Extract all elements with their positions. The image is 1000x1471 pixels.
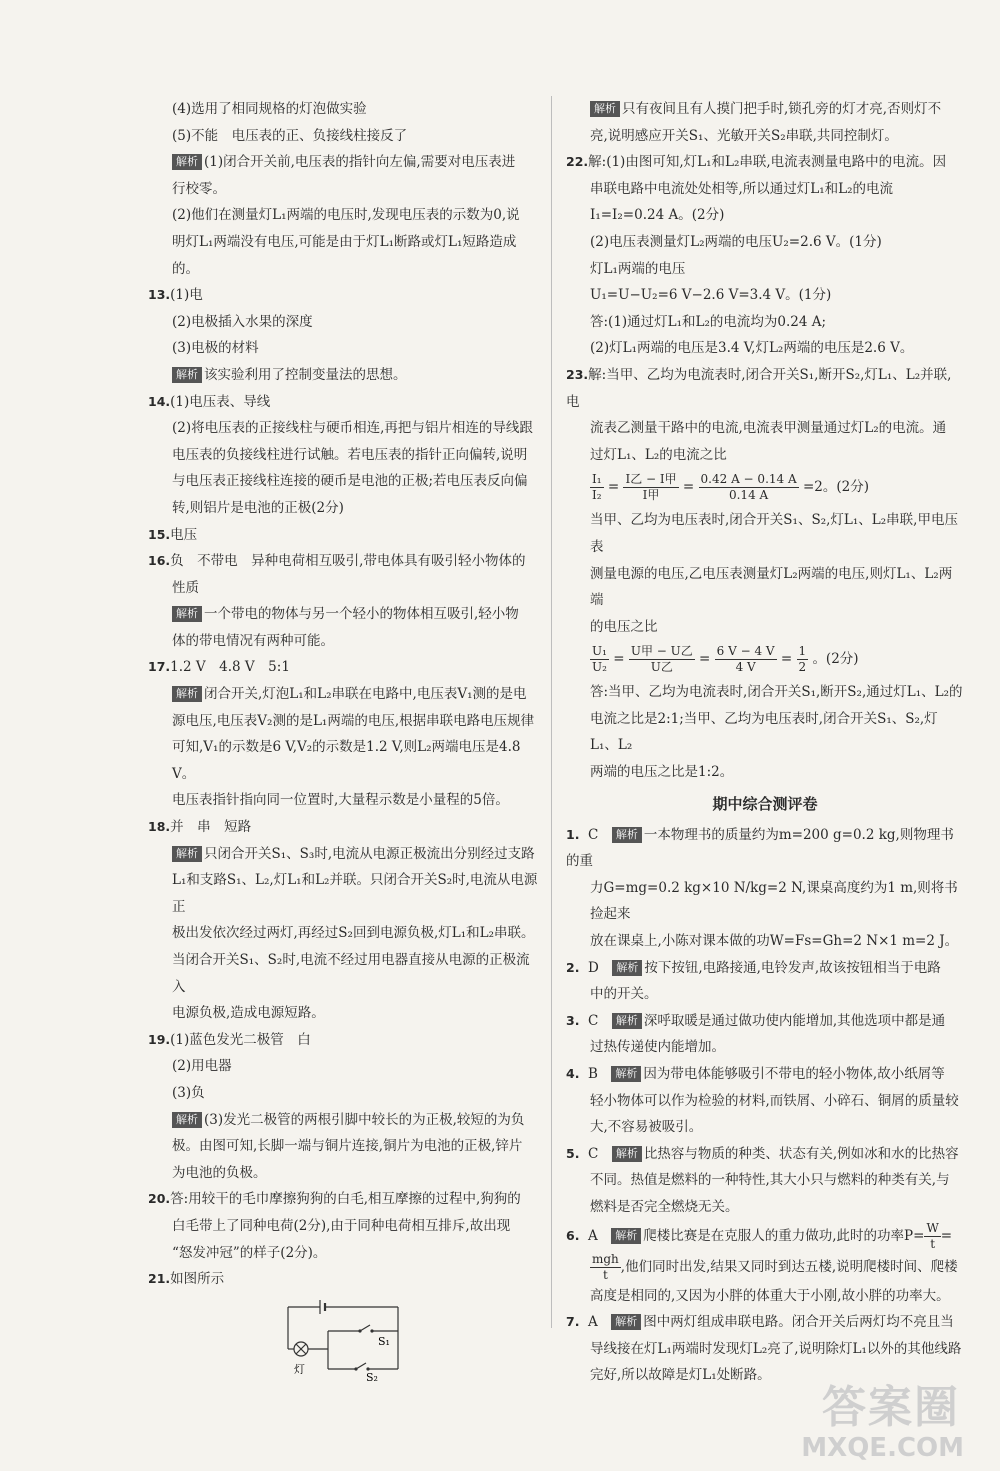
question-19: 19.(1)蓝色发光二极管 白 bbox=[148, 1031, 311, 1048]
text-line: (2)用电器 bbox=[172, 1058, 232, 1075]
text-line: 当闭合开关S₁、S₂时,电流不经过用电器直接从电源的正极流入 bbox=[172, 952, 530, 995]
analysis-tag: 解析 bbox=[172, 686, 202, 702]
text-line: $\frac{\text{mgh}}{t}$ ,他们同时出发,结果又同时到达五楼,说明爬楼时间、爬楼 bbox=[592, 1251, 958, 1282]
watermark-url: MXQE.COM bbox=[801, 1433, 964, 1463]
question-15: 15.电压 bbox=[148, 526, 198, 543]
text-line: 灯L₁两端的电压 bbox=[590, 260, 686, 277]
analysis-line: 解析 (3)发光二极管的两根引脚中较长的为正极,较短的为负 bbox=[148, 1107, 543, 1134]
analysis-line: 解析 该实验利用了控制变量法的思想。 bbox=[148, 362, 543, 389]
text-line: 极。由图可知,长脚一端与铜片连接,铜片为电池的正极,锌片 bbox=[172, 1138, 523, 1155]
text-line: 为电池的负极。 bbox=[172, 1164, 267, 1181]
text-line: 性质 bbox=[172, 579, 199, 596]
voltage-ratio-formula: $\frac{\text{U₁}}{\text{U₂}}$ = $\frac{\text{U甲 − U乙}}{\text{U乙}}$ = $\frac{6 V - 4 V}{4 V}$ = $\frac{1}{2}$ 。(2分) bbox=[592, 644, 859, 675]
analysis-tag: 解析 bbox=[612, 1013, 642, 1029]
watermark-logo: 答案圈 bbox=[822, 1382, 960, 1433]
text-line: “怒发冲冠”的样子(2分)。 bbox=[172, 1244, 327, 1261]
mc-question-6: 6. A 解析 爬楼比赛是在克服人的重力做功,此时的功率P= $\frac{W}{t}$ = bbox=[566, 1220, 953, 1251]
text-line: 体的带电情况有两种可能。 bbox=[172, 632, 334, 649]
question-13: 13.(1)电 bbox=[148, 287, 203, 304]
text-line: 过灯L₁、L₂的电流之比 bbox=[590, 446, 727, 463]
analysis-tag: 解析 bbox=[612, 827, 642, 843]
text-line: 转,则铝片是电池的正极(2分) bbox=[172, 499, 344, 516]
text-line: 力G=mg=0.2 kg×10 N/kg=2 N,课桌高度约为1 m,则将书捡起来 bbox=[590, 879, 958, 923]
switch-s2-label: S₂ bbox=[366, 1370, 378, 1381]
question-21: 21.如图所示 bbox=[148, 1271, 225, 1288]
analysis-tag: 解析 bbox=[611, 1314, 641, 1330]
analysis-line: 解析 只有夜间且有人摸门把手时,锁孔旁的灯才亮,否则灯不 bbox=[566, 96, 964, 123]
text-line: (5)不能 电压表的正、负接线柱接反了 bbox=[172, 127, 408, 144]
switch-contact bbox=[370, 1329, 373, 1332]
text-line: 燃料是否完全燃烧无关。 bbox=[590, 1198, 739, 1215]
text-line: 极出发依次经过两灯,再经过S₂回到电源负极,灯L₁和L₂串联。 bbox=[172, 925, 535, 942]
text-line: 电源负极,造成电源短路。 bbox=[172, 1005, 325, 1022]
text-line: 大,不容易被吸引。 bbox=[590, 1119, 703, 1136]
analysis-tag: 解析 bbox=[172, 846, 202, 862]
text-line: (2)灯L₁两端的电压是3.4 V,灯L₂两端的电压是2.6 V。 bbox=[590, 340, 914, 357]
analysis-tag: 解析 bbox=[590, 101, 620, 117]
text-line: 可知,V₁的示数是6 V,V₂的示数是1.2 V,则L₂两端电压是4.8 V。 bbox=[172, 739, 521, 782]
text-line: U₁=U−U₂=6 V−2.6 V=3.4 V。(1分) bbox=[590, 287, 832, 304]
text-line: 当甲、乙均为电压表时,闭合开关S₁、S₂,灯L₁、L₂串联,甲电压表 bbox=[590, 512, 958, 555]
text-line: 答:(1)通过灯L₁和L₂的电流均为0.24 A; bbox=[590, 313, 827, 330]
question-23: 23.解:当甲、乙均为电流表时,闭合开关S₁,断开S₂,灯L₁、L₂并联,电 bbox=[566, 366, 952, 410]
text-line: 测量电源的电压,乙电压表测量灯L₂两端的电压,则灯L₁、L₂两端 bbox=[590, 565, 953, 609]
current-ratio-formula: $\frac{\text{I₁}}{\text{I₂}}$ = $\frac{\text{I乙 − I甲}}{\text{I甲}}$ = $\frac{0.42 A - 0.14 A}{0.14 A}$ =2。(2分) bbox=[592, 472, 869, 503]
text-line: 高度是相同的,又因为小胖的体重大于小刚,故小胖的功率大。 bbox=[590, 1287, 950, 1304]
mc-question-1: 1. C 解析 一本物理书的质量约为m=200 g=0.2 kg,则物理书的重 bbox=[566, 826, 954, 870]
text-line: 流表乙测量干路中的电流,电流表甲测量通过灯L₂的电流。通 bbox=[590, 420, 947, 437]
mc-question-4: 4. B 解析 因为带电体能够吸引不带电的轻小物体,故小纸屑等 bbox=[566, 1066, 945, 1082]
analysis-tag: 解析 bbox=[611, 1066, 641, 1082]
analysis-line: 解析 一个带电的物体与另一个轻小的物体相互吸引,轻小物 bbox=[148, 601, 543, 628]
text-line: L₁和支路S₁、L₂,灯L₁和L₂并联。只闭合开关S₂时,电流从电源正 bbox=[172, 872, 538, 915]
text-line: 答:当甲、乙均为电流表时,闭合开关S₁,断开S₂,通过灯L₁、L₂的 bbox=[590, 684, 963, 701]
mc-question-3: 3. C 解析 深呼取暖是通过做功使内能增加,其他选项中都是通 bbox=[566, 1012, 946, 1029]
switch-s1-label: S₁ bbox=[378, 1334, 390, 1348]
text-line: 电压表的负接线柱进行试触。若电压表的指针正向偏转,说明 bbox=[172, 446, 528, 463]
text-line: 电压表指针指向同一位置时,大量程示数是小量程的5倍。 bbox=[172, 792, 509, 809]
question-14: 14.(1)电压表、导线 bbox=[148, 393, 271, 410]
question-20: 20.答:用较干的毛巾摩擦狗狗的白毛,相互摩擦的过程中,狗狗的 bbox=[148, 1191, 521, 1208]
text-line: 中的开关。 bbox=[590, 986, 658, 1003]
analysis-tag: 解析 bbox=[172, 606, 202, 622]
analysis-tag: 解析 bbox=[612, 1146, 642, 1162]
text-line: I₁=I₂=0.24 A。(2分) bbox=[590, 207, 725, 224]
question-16: 16.负 不带电 异种电荷相互吸引,带电体具有吸引轻小物体的 bbox=[148, 553, 526, 570]
text-line: 不同。热值是燃料的一种特性,其大小只与燃料的种类有关,与 bbox=[590, 1172, 950, 1189]
text-line: 明灯L₁两端没有电压,可能是由于灯L₁断路或灯L₁短路造成的。 bbox=[172, 233, 517, 277]
text-line: 亮,说明感应开关S₁、光敏开关S₂串联,共同控制灯。 bbox=[590, 127, 898, 144]
analysis-tag: 解析 bbox=[172, 154, 202, 170]
circuit-diagram bbox=[268, 1297, 418, 1381]
text-line: (3)电极的材料 bbox=[172, 340, 259, 357]
text-line: 白毛带上了同种电荷(2分),由于同种电荷相互排斥,故出现 bbox=[172, 1217, 511, 1234]
text-line: 串联电路中电流处处相等,所以通过灯L₁和L₂的电流 bbox=[590, 180, 894, 197]
text-line: 放在课桌上,小陈对课本做的功W=Fs=Gh=2 N×1 m=2 J。 bbox=[590, 933, 959, 950]
text-line: (2)电极插入水果的深度 bbox=[172, 313, 313, 330]
text-line: 与电压表正接线柱连接的硬币是电池的正极;若电压表反向偏 bbox=[172, 473, 528, 490]
mc-question-2: 2. D 解析 按下按钮,电路接通,电铃发声,故该按钮相当于电路 bbox=[566, 959, 941, 976]
question-18: 18.并 串 短路 bbox=[148, 819, 252, 836]
mc-question-7: 7. A 解析 图中两灯组成串联电路。闭合开关后两灯均不亮且当 bbox=[566, 1314, 954, 1331]
left-column bbox=[148, 96, 543, 1385]
section-title: 期中综合测评卷 bbox=[712, 794, 818, 813]
text-line: 导线接在灯L₁两端时发现灯L₂亮了,说明除灯L₁以外的其他线路 bbox=[590, 1340, 962, 1357]
question-17: 17.1.2 V 4.8 V 5:1 bbox=[148, 659, 290, 676]
column-divider bbox=[551, 96, 552, 1328]
analysis-line: 解析 只闭合开关S₁、S₃时,电流从电源正极流出分别经过支路 bbox=[148, 841, 543, 868]
mc-question-5: 5. C 解析 比热容与物质的种类、状态有关,例如冰和水的比热容 bbox=[566, 1145, 959, 1162]
analysis-line: 解析 (1)闭合开关前,电压表的指针向左偏,需要对电压表进 bbox=[148, 149, 543, 176]
switch-contact bbox=[358, 1329, 361, 1332]
text-line: 源电压,电压表V₂测的是L₁两端的电压,根据串联电路电压规律 bbox=[172, 712, 535, 729]
right-column bbox=[566, 96, 964, 1389]
text-line: (2)他们在测量灯L₁两端的电压时,发现电压表的示数为0,说 bbox=[172, 207, 520, 224]
text-line: 行校零。 bbox=[172, 180, 226, 197]
text-line: (2)将电压表的正接线柱与硬币相连,再把与铝片相连的导线跟 bbox=[172, 420, 533, 437]
text-line: (3)负 bbox=[172, 1084, 205, 1101]
text-line: 的电压之比 bbox=[590, 618, 658, 635]
text-line: 轻小物体可以作为检验的材料,而铁屑、小碎石、铜屑的质量较 bbox=[590, 1092, 959, 1109]
text-line: (4)选用了相同规格的灯泡做实验 bbox=[172, 101, 367, 117]
text-line: 完好,所以故障是灯L₁处断路。 bbox=[590, 1367, 771, 1384]
question-22: 22.解:(1)由图可知,灯L₁和L₂串联,电流表测量电路中的电流。因 bbox=[566, 154, 947, 171]
text-line: 过热传递使内能增加。 bbox=[590, 1039, 725, 1056]
analysis-tag: 解析 bbox=[172, 367, 202, 383]
lamp-label: 灯 bbox=[294, 1362, 305, 1376]
analysis-tag: 解析 bbox=[612, 960, 642, 976]
text-line: 电流之比是2:1;当甲、乙均为电压表时,闭合开关S₁、S₂,灯L₁、L₂ bbox=[590, 710, 938, 754]
text-line: 两端的电压之比是1:2。 bbox=[590, 764, 734, 781]
switch-contact bbox=[354, 1367, 357, 1370]
text-line: (2)电压表测量灯L₂两端的电压U₂=2.6 V。(1分) bbox=[590, 233, 882, 250]
analysis-line: 解析 闭合开关,灯泡L₁和L₂串联在电路中,电压表V₁测的是电 bbox=[148, 681, 543, 708]
analysis-tag: 解析 bbox=[172, 1112, 202, 1128]
analysis-tag: 解析 bbox=[611, 1228, 641, 1244]
